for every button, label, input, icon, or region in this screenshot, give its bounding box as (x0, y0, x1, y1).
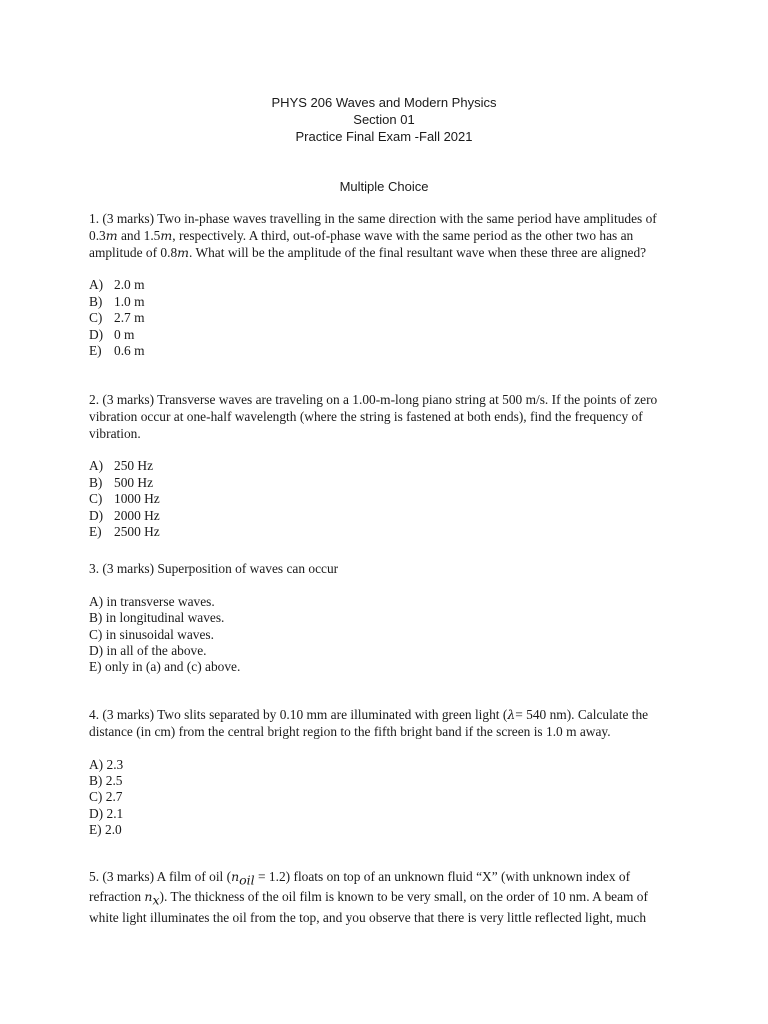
question-4 (89, 707, 679, 839)
answer-option[interactable] (89, 789, 679, 805)
answer-option[interactable] (89, 475, 679, 491)
option-label: A) (89, 458, 104, 474)
option-text: 2.5 (105, 772, 123, 788)
text-fragment: . What will be the amplitude of the final resultant wave when these three are aligned? (189, 244, 647, 260)
option-text: 1.0 m (114, 293, 145, 309)
option-label: D) (89, 326, 104, 342)
option-text: 500 Hz (114, 474, 154, 490)
option-text: 1000 Hz (114, 491, 160, 507)
course-title: PHYS 206 Waves and Modern Physics (271, 95, 497, 110)
question-1-options (89, 277, 679, 359)
option-text: 2.1 (106, 805, 124, 821)
question-3 (89, 561, 679, 676)
question-1-line-2 (89, 228, 679, 245)
amplitude-value: 1.5 (143, 227, 161, 243)
question-2 (89, 392, 679, 540)
option-text: 2.3 (106, 756, 124, 772)
option-label: C) (89, 789, 103, 805)
answer-option[interactable] (89, 659, 679, 675)
option-text: 2500 Hz (114, 523, 160, 539)
refractive-index-value: = 1.2 (254, 869, 286, 884)
option-label: D) (89, 805, 104, 821)
refractive-index-symbol: n (144, 889, 153, 905)
refractive-index-symbol: n (231, 869, 240, 884)
option-label: D) (89, 642, 104, 658)
unit-symbol: m (160, 227, 173, 243)
option-label: C) (89, 310, 103, 326)
option-text: 2.0 m (114, 277, 145, 293)
option-label: C) (89, 626, 103, 642)
option-text: 0.6 m (114, 342, 145, 358)
text-fragment: and (117, 227, 144, 243)
answer-option[interactable] (89, 524, 679, 540)
option-label: E) (89, 523, 102, 539)
option-label: A) (89, 593, 104, 609)
answer-option[interactable] (89, 508, 679, 524)
answer-option[interactable] (89, 594, 679, 610)
section-heading: Multiple Choice (339, 179, 429, 194)
answer-option[interactable] (89, 310, 679, 326)
option-label: E) (89, 342, 102, 358)
question-1-text (89, 211, 679, 261)
option-text: in longitudinal waves. (105, 610, 225, 626)
option-label: B) (89, 772, 103, 788)
option-text: in all of the above. (106, 642, 207, 658)
answer-option[interactable] (89, 757, 679, 773)
amplitude-value: 0.8 (160, 244, 178, 260)
option-label: E) (89, 659, 102, 675)
lambda-symbol: λ (507, 707, 516, 722)
text-fragment: ). The thickness of the oil film is known to be very small, on the order of 10 nm. A beam of white light illuminates the oil from the top, and you observe that there is very little reflected light, much (89, 889, 648, 925)
question-3-text: 3. (3 marks) Superposition of waves can occur (89, 561, 339, 576)
option-label: B) (89, 610, 103, 626)
question-2-text: 2. (3 marks) Transverse waves are traveling on a 1.00-m-long piano string at 500 m/s. If the points of zero vibration occur at one-half wavelength (where the string is fastened at both ends), find the frequency of vibration. (89, 392, 658, 441)
text-fragment: 4. (3 marks) Two slits separated by 0.10 mm are illuminated with green light ( (89, 707, 508, 722)
option-text: 2000 Hz (114, 507, 160, 523)
option-label: B) (89, 293, 103, 309)
answer-option[interactable] (89, 822, 679, 838)
answer-option[interactable] (89, 773, 679, 789)
option-text: 2.0 (105, 822, 122, 838)
question-5-text (89, 869, 679, 927)
question-1-line-1: 1. (3 marks) Two in-phase waves travelling in the same direction with the same period have amplitudes of (89, 211, 657, 226)
option-label: B) (89, 474, 103, 490)
answer-option[interactable] (89, 343, 679, 359)
option-text: in sinusoidal waves. (105, 626, 214, 642)
x-subscript: x (152, 893, 160, 909)
answer-option[interactable] (89, 327, 679, 343)
answer-option[interactable] (89, 458, 679, 474)
oil-subscript: oil (239, 872, 255, 888)
option-label: D) (89, 507, 104, 523)
answer-option[interactable] (89, 610, 679, 626)
question-1-line-3 (89, 245, 679, 262)
question-5 (89, 869, 679, 927)
option-text: 2.7 m (114, 310, 145, 326)
text-fragment: ) floats on top of an unknown fluid “X” (with unknown index of refraction (89, 869, 631, 905)
question-1 (89, 211, 679, 359)
option-text: 0 m (114, 326, 135, 342)
option-text: 250 Hz (114, 458, 154, 474)
option-text: 2.7 (105, 789, 123, 805)
exam-title: Practice Final Exam -Fall 2021 (295, 129, 473, 144)
text-fragment: , respectively. A third, out-of-phase wave with the same period as the other two has an (172, 227, 634, 243)
amplitude-value: 0.3 (89, 227, 106, 243)
answer-option[interactable] (89, 643, 679, 659)
option-label: C) (89, 491, 103, 507)
question-2-options (89, 458, 679, 540)
exam-header (0, 94, 768, 145)
answer-option[interactable] (89, 491, 679, 507)
text-fragment: = 540 nm). Calculate the distance (in cm) from the central bright region to the fifth bright band if the screen is 1.0 m away. (89, 707, 649, 739)
answer-option[interactable] (89, 277, 679, 293)
option-label: E) (89, 822, 102, 838)
section-number: Section 01 (353, 112, 415, 127)
unit-symbol: m (177, 244, 190, 260)
option-label: A) (89, 277, 104, 293)
question-3-options (89, 594, 679, 676)
option-text: only in (a) and (c) above. (105, 659, 241, 675)
option-label: A) (89, 756, 104, 772)
answer-option[interactable] (89, 806, 679, 822)
text-fragment: 5. (3 marks) A film of oil ( (89, 869, 232, 884)
question-4-text (89, 707, 679, 741)
answer-option[interactable] (89, 294, 679, 310)
answer-option[interactable] (89, 627, 679, 643)
question-4-options (89, 757, 679, 839)
option-text: in transverse waves. (106, 593, 215, 609)
unit-symbol: m (105, 227, 118, 243)
text-fragment: amplitude of (89, 244, 161, 260)
